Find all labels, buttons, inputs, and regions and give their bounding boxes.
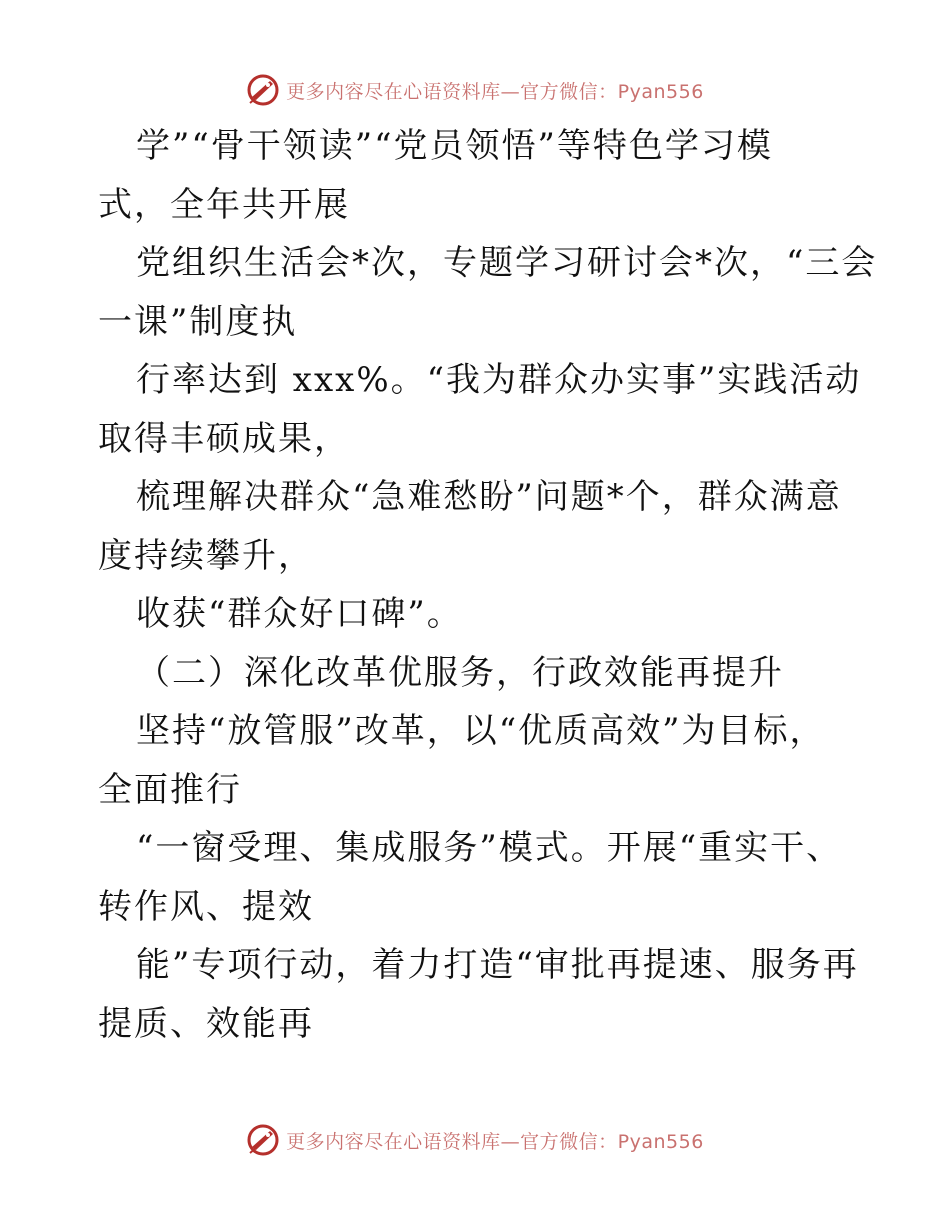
body-line: 转作风、提效	[98, 886, 314, 927]
document-body	[98, 117, 878, 1053]
body-line: 式，全年共开展	[98, 184, 350, 225]
body-line: 能”专项行动，着力打造“审批再提速、服务再	[136, 945, 859, 985]
body-line: 度持续攀升，	[98, 535, 314, 576]
body-line: 坚持“放管服”改革，以“优质高效”为目标，	[136, 711, 826, 751]
body-line: 一课”制度执	[98, 301, 298, 342]
body-line: 行率达到 xxx%。“我为群众办实事”实践活动	[136, 360, 862, 400]
pen-nib-logo-icon	[246, 1123, 280, 1157]
footer-banner-label: 更多内容尽在心语资料库—官方微信：	[286, 1130, 618, 1153]
header-banner-label: 更多内容尽在心语资料库—官方微信：	[286, 80, 618, 103]
section-heading: （二）深化改革优服务，行政效能再提升	[136, 652, 784, 693]
body-line: 梳理解决群众“急难愁盼”问题*个，群众满意	[136, 477, 842, 517]
body-line: 收获“群众好口碑”。	[136, 594, 463, 634]
body-line: 取得丰硕成果，	[98, 418, 350, 459]
body-line: 党组织生活会*次，专题学习研讨会*次，“三会	[136, 243, 878, 283]
body-line: 全面推行	[98, 769, 242, 810]
header-wechat-id: Pyan556	[617, 80, 704, 103]
footer-watermark-banner	[0, 1120, 950, 1160]
footer-banner-text	[286, 1127, 704, 1154]
header-watermark-banner	[0, 70, 950, 110]
body-line: 提质、效能再	[98, 1003, 314, 1044]
pen-nib-logo-icon	[246, 73, 280, 107]
footer-wechat-id: Pyan556	[617, 1130, 704, 1153]
body-line: 学”“骨干领读”“党员领悟”等特色学习模	[136, 126, 773, 166]
header-banner-text	[286, 77, 704, 104]
body-line: “一窗受理、集成服务”模式。开展“重实干、	[136, 828, 843, 868]
